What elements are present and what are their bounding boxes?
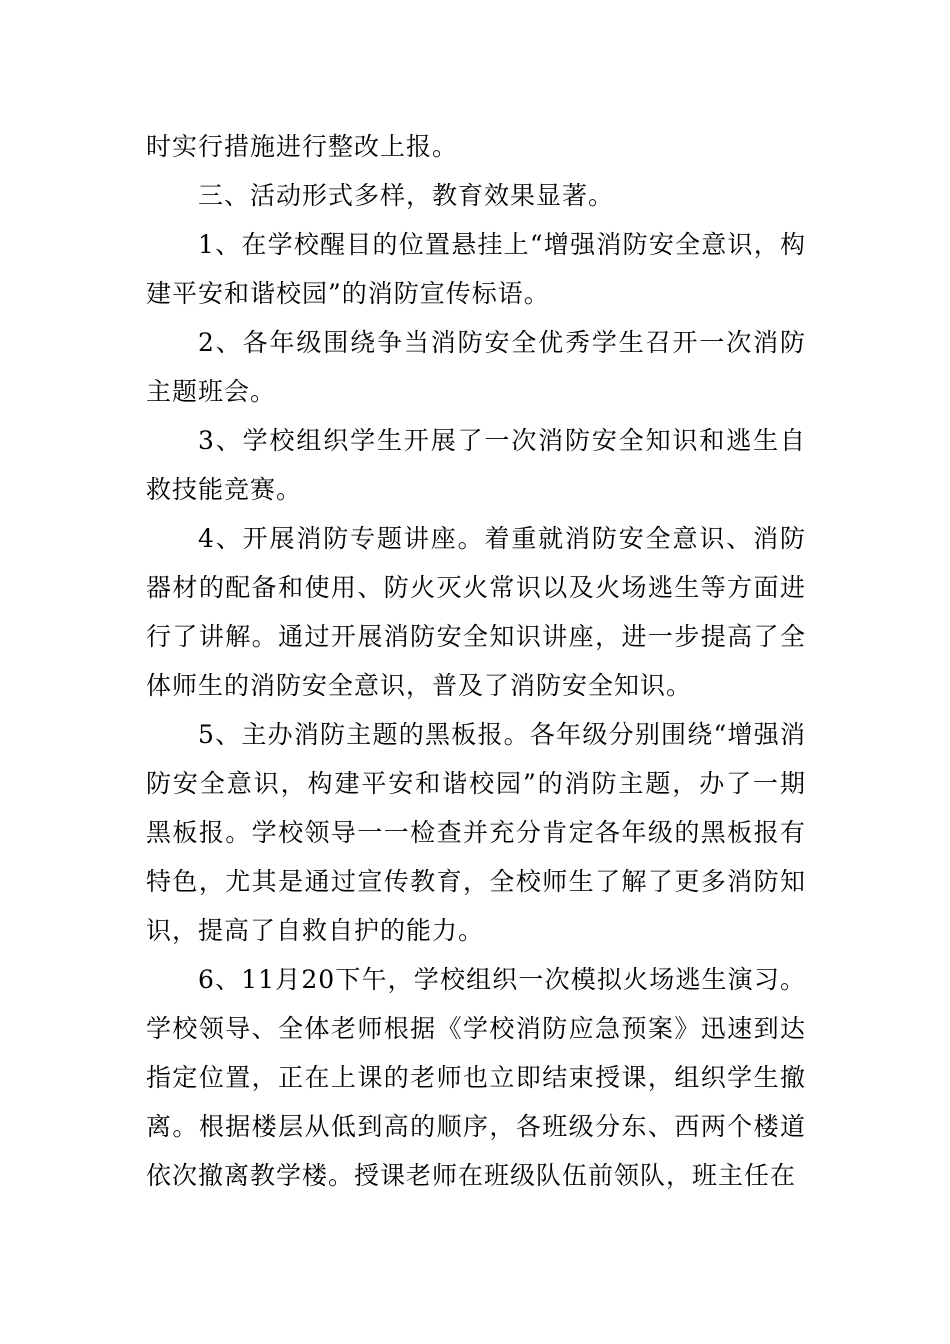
list-item: 4、开展消防专题讲座。着重就消防安全意识、消防器材的配备和使用、防火灭火常识以及火场逃生等方面进行了讲解。通过开展消防安全知识讲座，进一步提高了全体师生的消防安全意识，普及了消防安全知识。: [146, 524, 806, 700]
list-item: 6、11月20下午，学校组织一次模拟火场逃生演习。学校领导、全体老师根据《学校消防应急预案》迅速到达指定位置，正在上课的老师也立即结束授课，组织学生撤离。根据楼层从低到高的顺序，各班级分东、西两个楼道依次撤离教学楼。授课老师在班级队伍前领队，班主任在: [146, 965, 806, 1190]
section-heading: 三、活动形式多样，教育效果显著。: [198, 181, 615, 210]
list-item: 3、学校组织学生开展了一次消防安全知识和逃生自救技能竞赛。: [146, 426, 806, 504]
paragraph-continuation: 时实行措施进行整改上报。: [146, 132, 459, 161]
document-body: [146, 122, 806, 1200]
list-item: 1、在学校醒目的位置悬挂上“增强消防安全意识，构建平安和谐校园”的消防宣传标语。: [146, 230, 806, 308]
list-item: 2、各年级围绕争当消防安全优秀学生召开一次消防主题班会。: [146, 328, 806, 406]
list-item: 5、主办消防主题的黑板报。各年级分别围绕“增强消防安全意识，构建平安和谐校园”的消防主题，办了一期黑板报。学校领导一一检查并充分肯定各年级的黑板报有特色，尤其是通过宣传教育，全校师生了解了更多消防知识，提高了自救自护的能力。: [146, 720, 806, 945]
